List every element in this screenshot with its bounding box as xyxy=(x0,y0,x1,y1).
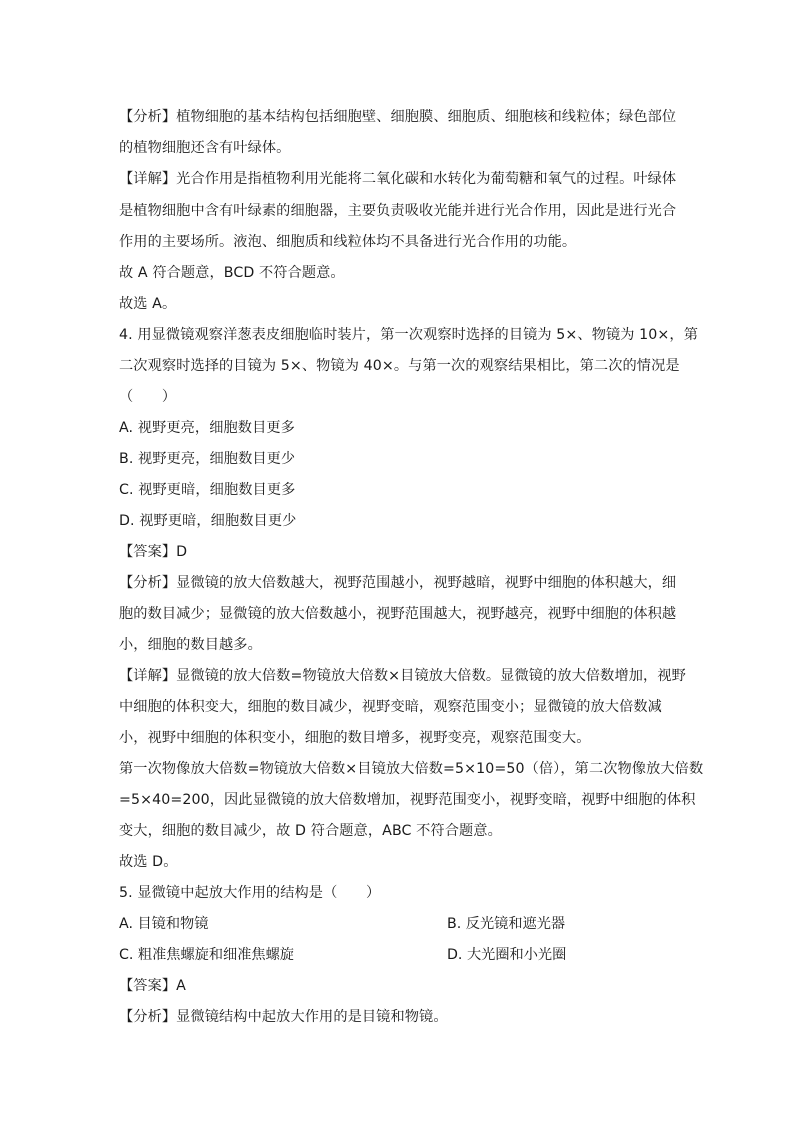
answer-line: 【答案】A xyxy=(119,977,186,994)
calc-line: =5×40=200，因此显微镜的放大倍数增加，视野范围变小，视野变暗，视野中细胞的体积 xyxy=(119,791,696,808)
detail-line: 小，视野中细胞的体积变小，细胞的数目增多，视野变亮，观察范围变大。 xyxy=(119,729,591,746)
detail-line: 【详解】显微镜的放大倍数=物镜放大倍数×目镜放大倍数。显微镜的放大倍数增加，视野 xyxy=(119,667,686,684)
answer-line: 【答案】D xyxy=(119,543,188,560)
analysis-line: 胞的数目减少；显微镜的放大倍数越小，视野范围越大，视野越亮，视野中细胞的体积越 xyxy=(119,605,677,622)
question-stem: 5. 显微镜中起放大作用的结构是（ ） xyxy=(119,884,381,901)
option-d: D. 大光圈和小光圈 xyxy=(447,946,567,963)
analysis-line: 【分析】植物细胞的基本结构包括细胞壁、细胞膜、细胞质、细胞核和线粒体；绿色部位 xyxy=(119,108,677,125)
analysis-line: 【分析】显微镜的放大倍数越大，视野范围越小，视野越暗，视野中细胞的体积越大，细 xyxy=(119,574,677,591)
conclusion-line: 故 A 符合题意，BCD 不符合题意。 xyxy=(119,264,345,281)
analysis-line: 小，细胞的数目越多。 xyxy=(119,636,262,653)
option-a: A. 视野更亮，细胞数目更多 xyxy=(119,419,295,436)
choose-line: 故选 D。 xyxy=(119,853,178,870)
question-stem: 4. 用显微镜观察洋葱表皮细胞临时装片，第一次观察时选择的目镜为 5×、物镜为 10×，第 xyxy=(119,326,698,343)
calc-line: 第一次物像放大倍数=物镜放大倍数×目镜放大倍数=5×10=50（倍），第二次物像放大倍数 xyxy=(119,760,704,777)
detail-line: 作用的主要场所。液泡、细胞质和线粒体均不具备进行光合作用的功能。 xyxy=(119,233,577,250)
analysis-line: 【分析】显微镜结构中起放大作用的是目镜和物镜。 xyxy=(119,1008,448,1025)
option-c: C. 视野更暗，细胞数目更多 xyxy=(119,481,296,498)
detail-line: 中细胞的体积变大，细胞的数目减少，视野变暗，观察范围变小；显微镜的放大倍数减 xyxy=(119,698,662,715)
question-bracket: （ ） xyxy=(119,388,177,405)
calc-line: 变大，细胞的数目减少，故 D 符合题意，ABC 不符合题意。 xyxy=(119,822,502,839)
option-d: D. 视野更暗，细胞数目更少 xyxy=(119,512,297,529)
question-stem: 二次观察时选择的目镜为 5×、物镜为 40×。与第一次的观察结果相比，第二次的情况是 xyxy=(119,357,680,374)
option-b: B. 反光镜和遮光器 xyxy=(447,915,566,932)
detail-line: 【详解】光合作用是指植物利用光能将二氧化碳和水转化为葡萄糖和氧气的过程。叶绿体 xyxy=(119,171,677,187)
page-content xyxy=(119,101,704,1032)
choose-line: 故选 A。 xyxy=(119,295,177,312)
option-c: C. 粗准焦螺旋和细准焦螺旋 xyxy=(119,946,294,963)
detail-line: 是植物细胞中含有叶绿素的细胞器，主要负责吸收光能并进行光合作用，因此是进行光合 xyxy=(119,202,677,219)
option-a: A. 目镜和物镜 xyxy=(119,915,209,932)
options-row xyxy=(119,939,679,970)
analysis-line: 的植物细胞还含有叶绿体。 xyxy=(119,139,291,156)
option-b: B. 视野更亮，细胞数目更少 xyxy=(119,450,296,467)
options-row xyxy=(119,908,679,939)
